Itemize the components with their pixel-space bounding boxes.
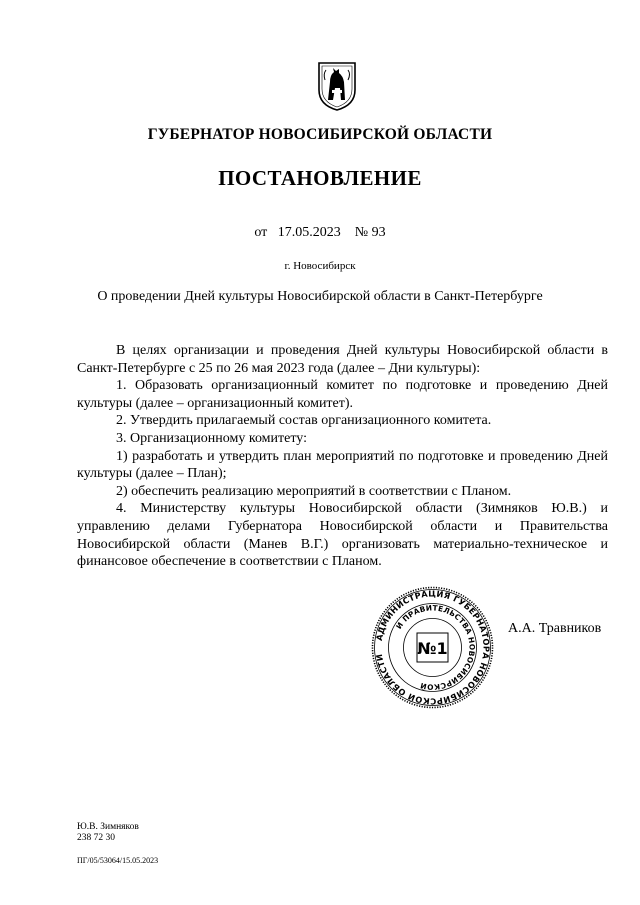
official-stamp	[370, 585, 495, 710]
signatory-name: А.А. Травников	[508, 621, 602, 636]
stamp-number: №1	[417, 639, 448, 658]
document-number: № 93	[354, 225, 386, 240]
paragraph-item-2: 2. Утвердить прилагаемый состав организационного комитета.	[116, 413, 492, 429]
document-city: г. Новосибирск	[284, 260, 356, 272]
document-date: 17.05.2023	[277, 225, 341, 240]
paragraph-item-3-2: 2) обеспечить реализацию мероприятий в соответствии с Планом.	[116, 483, 512, 499]
document-date-number	[0, 225, 640, 241]
paragraph-item-3: 3. Организационному комитету:	[116, 430, 308, 446]
coat-of-arms-emblem	[316, 60, 358, 112]
paragraph-item-4: 4. Министерству культуры Новосибирской области (Зимняков Ю.В.) и управлению делами Губернатора Новосибирской области и Правительства Новосибирской области (Манев В.Г.) организовать материально-техническое и финансовое обеспечение в соответствии с Планом.	[77, 501, 608, 570]
document-reference: ПГ/05/53064/15.05.2023	[77, 856, 159, 865]
paragraph-item-3-1: 1) разработать и утвердить план мероприятий по подготовке и проведению Дней культуры (далее – План);	[77, 448, 608, 482]
stamp-outer-text: АДМИНИСТРАЦИЯ ГУБЕРНАТОРА НОВОСИБИРСКОЙ ОБЛАСТИ	[373, 588, 492, 707]
paragraph-item-1: 1. Образовать организационный комитет по подготовке и проведению Дней культуры (далее – организационный комитет).	[77, 378, 608, 411]
document-body	[77, 342, 608, 571]
date-prefix: от	[254, 225, 268, 240]
document-type: ПОСТАНОВЛЕНИЕ	[218, 166, 422, 190]
paragraph-preamble: В целях организации и проведения Дней культуры Новосибирской области в Санкт-Петербурге с 25 по 26 мая 2023 года (далее – Дни культуры):	[77, 343, 608, 376]
document-subject: О проведении Дней культуры Новосибирской области в Санкт-Петербурге	[97, 289, 543, 304]
executor-name: Ю.В. Зимняков	[77, 822, 139, 832]
stamp-inner-text: И ПРАВИТЕЛЬСТВА НОВОСИБИРСКОЙ	[394, 603, 477, 692]
executor-phone: 238 72 30	[77, 833, 115, 843]
issuer-title: ГУБЕРНАТОР НОВОСИБИРСКОЙ ОБЛАСТИ	[147, 126, 493, 143]
